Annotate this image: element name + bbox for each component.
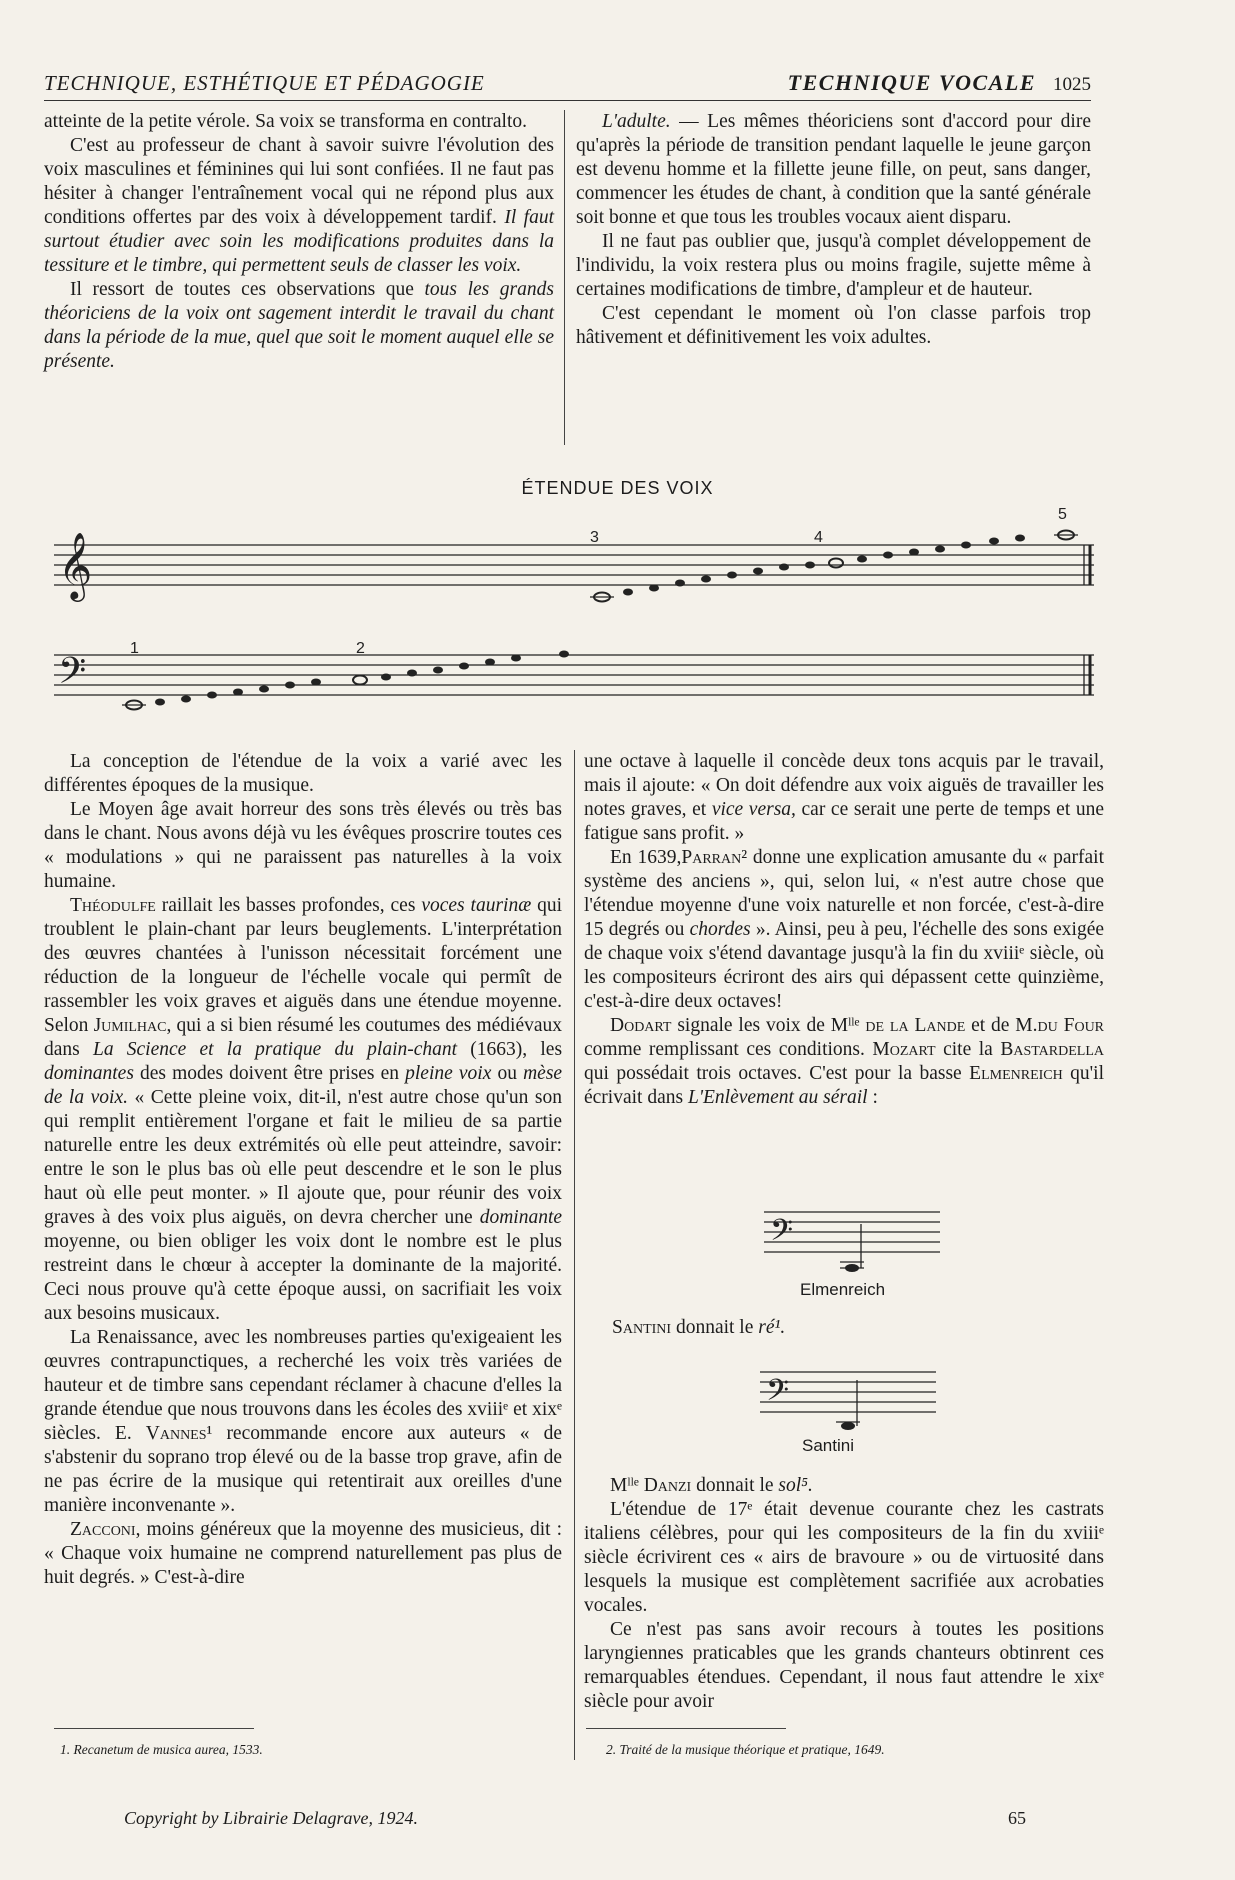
header-left-title: TECHNIQUE, ESTHÉTIQUE ET PÉDAGOGIE	[44, 71, 485, 95]
header-page-number: 1025	[1053, 74, 1091, 95]
santini-staff	[760, 1366, 936, 1436]
bass-clef-icon: 𝄢	[766, 1374, 790, 1415]
paragraph: Dodart signale les voix de Mˡˡᵉ de la Lande et de M.du Four comme remplissant ces conditions. Mozart cite la Bastardella qui possédait trois octaves. C'est pour la basse Elmenreich qu'il écrivait dans L'Enlèvement au sérail :	[584, 1015, 1105, 1108]
footnote-rule	[54, 1728, 254, 1729]
column-divider	[574, 750, 575, 1760]
paragraph: L'étendue de 17ᵉ était devenue courante chez les castrats italiens célèbres, pour qui les compositeurs de la fin du xviiiᵉ siècle écrivirent ces « airs de bravoure » ou de virtuosité dans lesquels la musique est complètement sacrifiée aux acrobaties vocales.	[584, 1499, 1104, 1616]
range-label: 5	[1058, 506, 1067, 523]
bottom-right-column-continued	[584, 1474, 1104, 1714]
paragraph: Le Moyen âge avait horreur des sons très élevés ou très bas dans le chant. Nous avons déjà vu les évêques proscrire toutes ces « modulations » qui ne paraissent pas naturelles à la voix humaine.	[44, 799, 562, 892]
footnote-2: 2. Traité de la musique théorique et pratique, 1649.	[606, 1742, 885, 1757]
paragraph: C'est au professeur de chant à savoir suivre l'évolution des voix masculines et féminines qui lui sont confiées. Il ne faut pas hésiter à changer l'entraînement vocal qui ne répond plus aux conditions offertes par des voix à développement tardif. Il faut surtout étudier avec soin les modifications produites dans la tessiture et le timbre, qui permettent seuls de classer les voix.	[44, 135, 555, 276]
footnote-rule	[586, 1728, 786, 1729]
range-label: 1	[130, 640, 139, 657]
footer-page-number: 65	[1008, 1808, 1026, 1828]
paragraph: L'adulte. — Les mêmes théoriciens sont d'accord pour dire qu'après la période de transition pendant laquelle le jeune garçon est devenu homme et la fillette jeune fille, on peut, sans danger, commencer les études de chant, à condition que la santé générale soit bonne et que tous les troubles vocaux aient disparu.	[576, 111, 1091, 228]
paragraph: Ce n'est pas sans avoir recours à toutes les positions laryngiennes praticables que les grands chanteurs obtinrent ces remarquables étendues. Cependant, il nous faut attendre le xixᵉ siècle pour avoir	[584, 1619, 1104, 1712]
paragraph: La Renaissance, avec les nombreuses parties qu'exigeaient les œuvres contrapunctiques, a recherché les voix très variées de hauteur et de timbre sans cependant réclamer à chacune d'elles la grande étendue que nous trouvons dans les écoles des xviiiᵉ et xixᵉ siècles. E. Vannes¹ recommande encore aux auteurs « de s'abstenir du soprano trop élevé ou de la basse trop grave, afin de ne pas écrire de la musique qui retentirait aux oreilles d'une manière inconvenante ».	[44, 1327, 563, 1516]
paragraph: Mˡˡᵉ Danzi donnait le sol⁵.	[610, 1475, 813, 1496]
bass-clef-icon: 𝄢	[58, 650, 87, 701]
paragraph: Il ne faut pas oublier que, jusqu'à complet développement de l'individu, la voix restera plus ou moins fragile, sujette même à certaines modifications de timbre, d'ampleur et de hauteur.	[576, 231, 1091, 300]
column-divider	[564, 110, 565, 445]
figure-title: ÉTENDUE DES VOIX	[521, 478, 714, 498]
paragraph: Théodulfe raillait les basses profondes, ces voces taurinæ qui troublent le plain-chant par leurs beuglements. L'interprétation des œuvres chantées à l'unisson nécessitait forcément une réduction de la longueur de l'échelle vocale qui permît de rassembler les voix graves et aiguës dans une étendue moyenne. Selon Jumilhac, qui a si bien résumé les coutumes des médiévaux dans La Science et la pratique du plain-chant (1663), les dominantes des modes doivent être prises en pleine voix ou mèse de la voix. « Cette pleine voix, dit-il, n'est autre chose qu'un son qui remplit entièrement l'organe et fait le milieu de sa partie naturelle entre les deux extrémités où elle peut atteindre, savoir: entre le son le plus bas où elle peut descendre et le son le plus haut où elle peut monter. » Il ajoute que, pour réunir des voix graves à des voix plus aiguës, on devra chercher une dominante moyenne, ou bien obliger les voix dont le nombre est le plus restreint dans le chœur à accepter la dominante de la majorité. Ceci nous prouve qu'à cette époque aussi, on sacrifiait les voix aux besoins musicaux.	[44, 895, 563, 1324]
header-right-title: TECHNIQUE VOCALE	[787, 70, 1036, 95]
paragraph: Il ressort de toutes ces observations que tous les grands théoriciens de la voix ont sagement interdit le travail du chant dans la période de la mue, quel que soit le moment auquel elle se présente.	[44, 279, 554, 372]
bottom-left-column	[44, 750, 562, 1590]
range-label: 3	[590, 529, 599, 546]
footnote-1: 1. Recanetum de musica aurea, 1533.	[60, 1742, 263, 1757]
paragraph: Zacconi, moins généreux que la moyenne des musicieus, dit : « Chaque voix humaine ne comprend naturellement pas plus de huit degrés. » C'est-à-dire	[44, 1519, 562, 1588]
figure-caption-elmenreich: Elmenreich	[800, 1280, 886, 1299]
top-left-column	[44, 110, 554, 374]
paragraph: atteinte de la petite vérole. Sa voix se transforma en contralto.	[44, 111, 527, 132]
bottom-right-column	[584, 750, 1104, 1110]
paragraph: C'est cependant le moment où l'on classe parfois trop hâtivement et définitivement les voix adultes.	[576, 303, 1091, 348]
top-right-column	[576, 110, 1091, 350]
paragraph: une octave à laquelle il concède deux tons acquis par le travail, mais il ajoute: « On doit défendre aux voix aiguës de travailler les notes graves, et vice versa, car ce serait une perte de temps et une fatigue sans profit. »	[584, 751, 1105, 844]
voice-range-staff	[54, 506, 1094, 725]
paragraph: La conception de l'étendue de la voix a varié avec les différentes époques de la musique.	[44, 751, 562, 796]
santini-line: Santini donnait le ré¹.	[612, 1317, 786, 1338]
copyright-notice: Copyright by Librairie Delagrave, 1924.	[124, 1808, 418, 1828]
bass-clef-icon: 𝄢	[770, 1214, 794, 1255]
figure-caption-santini: Santini	[802, 1436, 854, 1455]
treble-clef-icon: 𝄞	[58, 531, 93, 599]
range-label: 2	[356, 640, 365, 657]
paragraph: En 1639,Parran² donne une explication amusante du « parfait système des anciens », qui, selon lui, « n'est autre chose que l'étendue moyenne d'une voix naturelle et non forcée, c'est-à-dire 15 degrés ou chordes ». Ainsi, peu à peu, l'échelle des sons exigée de chaque voix s'étend davantage jusqu'à la fin du xviiiᵉ siècle, où les compositeurs écriront des airs qui dépassent cette quinzième, c'est-à-dire deux octaves!	[584, 847, 1105, 1012]
range-label: 4	[814, 529, 823, 546]
running-header	[44, 70, 1091, 101]
elmenreich-staff	[764, 1204, 940, 1274]
